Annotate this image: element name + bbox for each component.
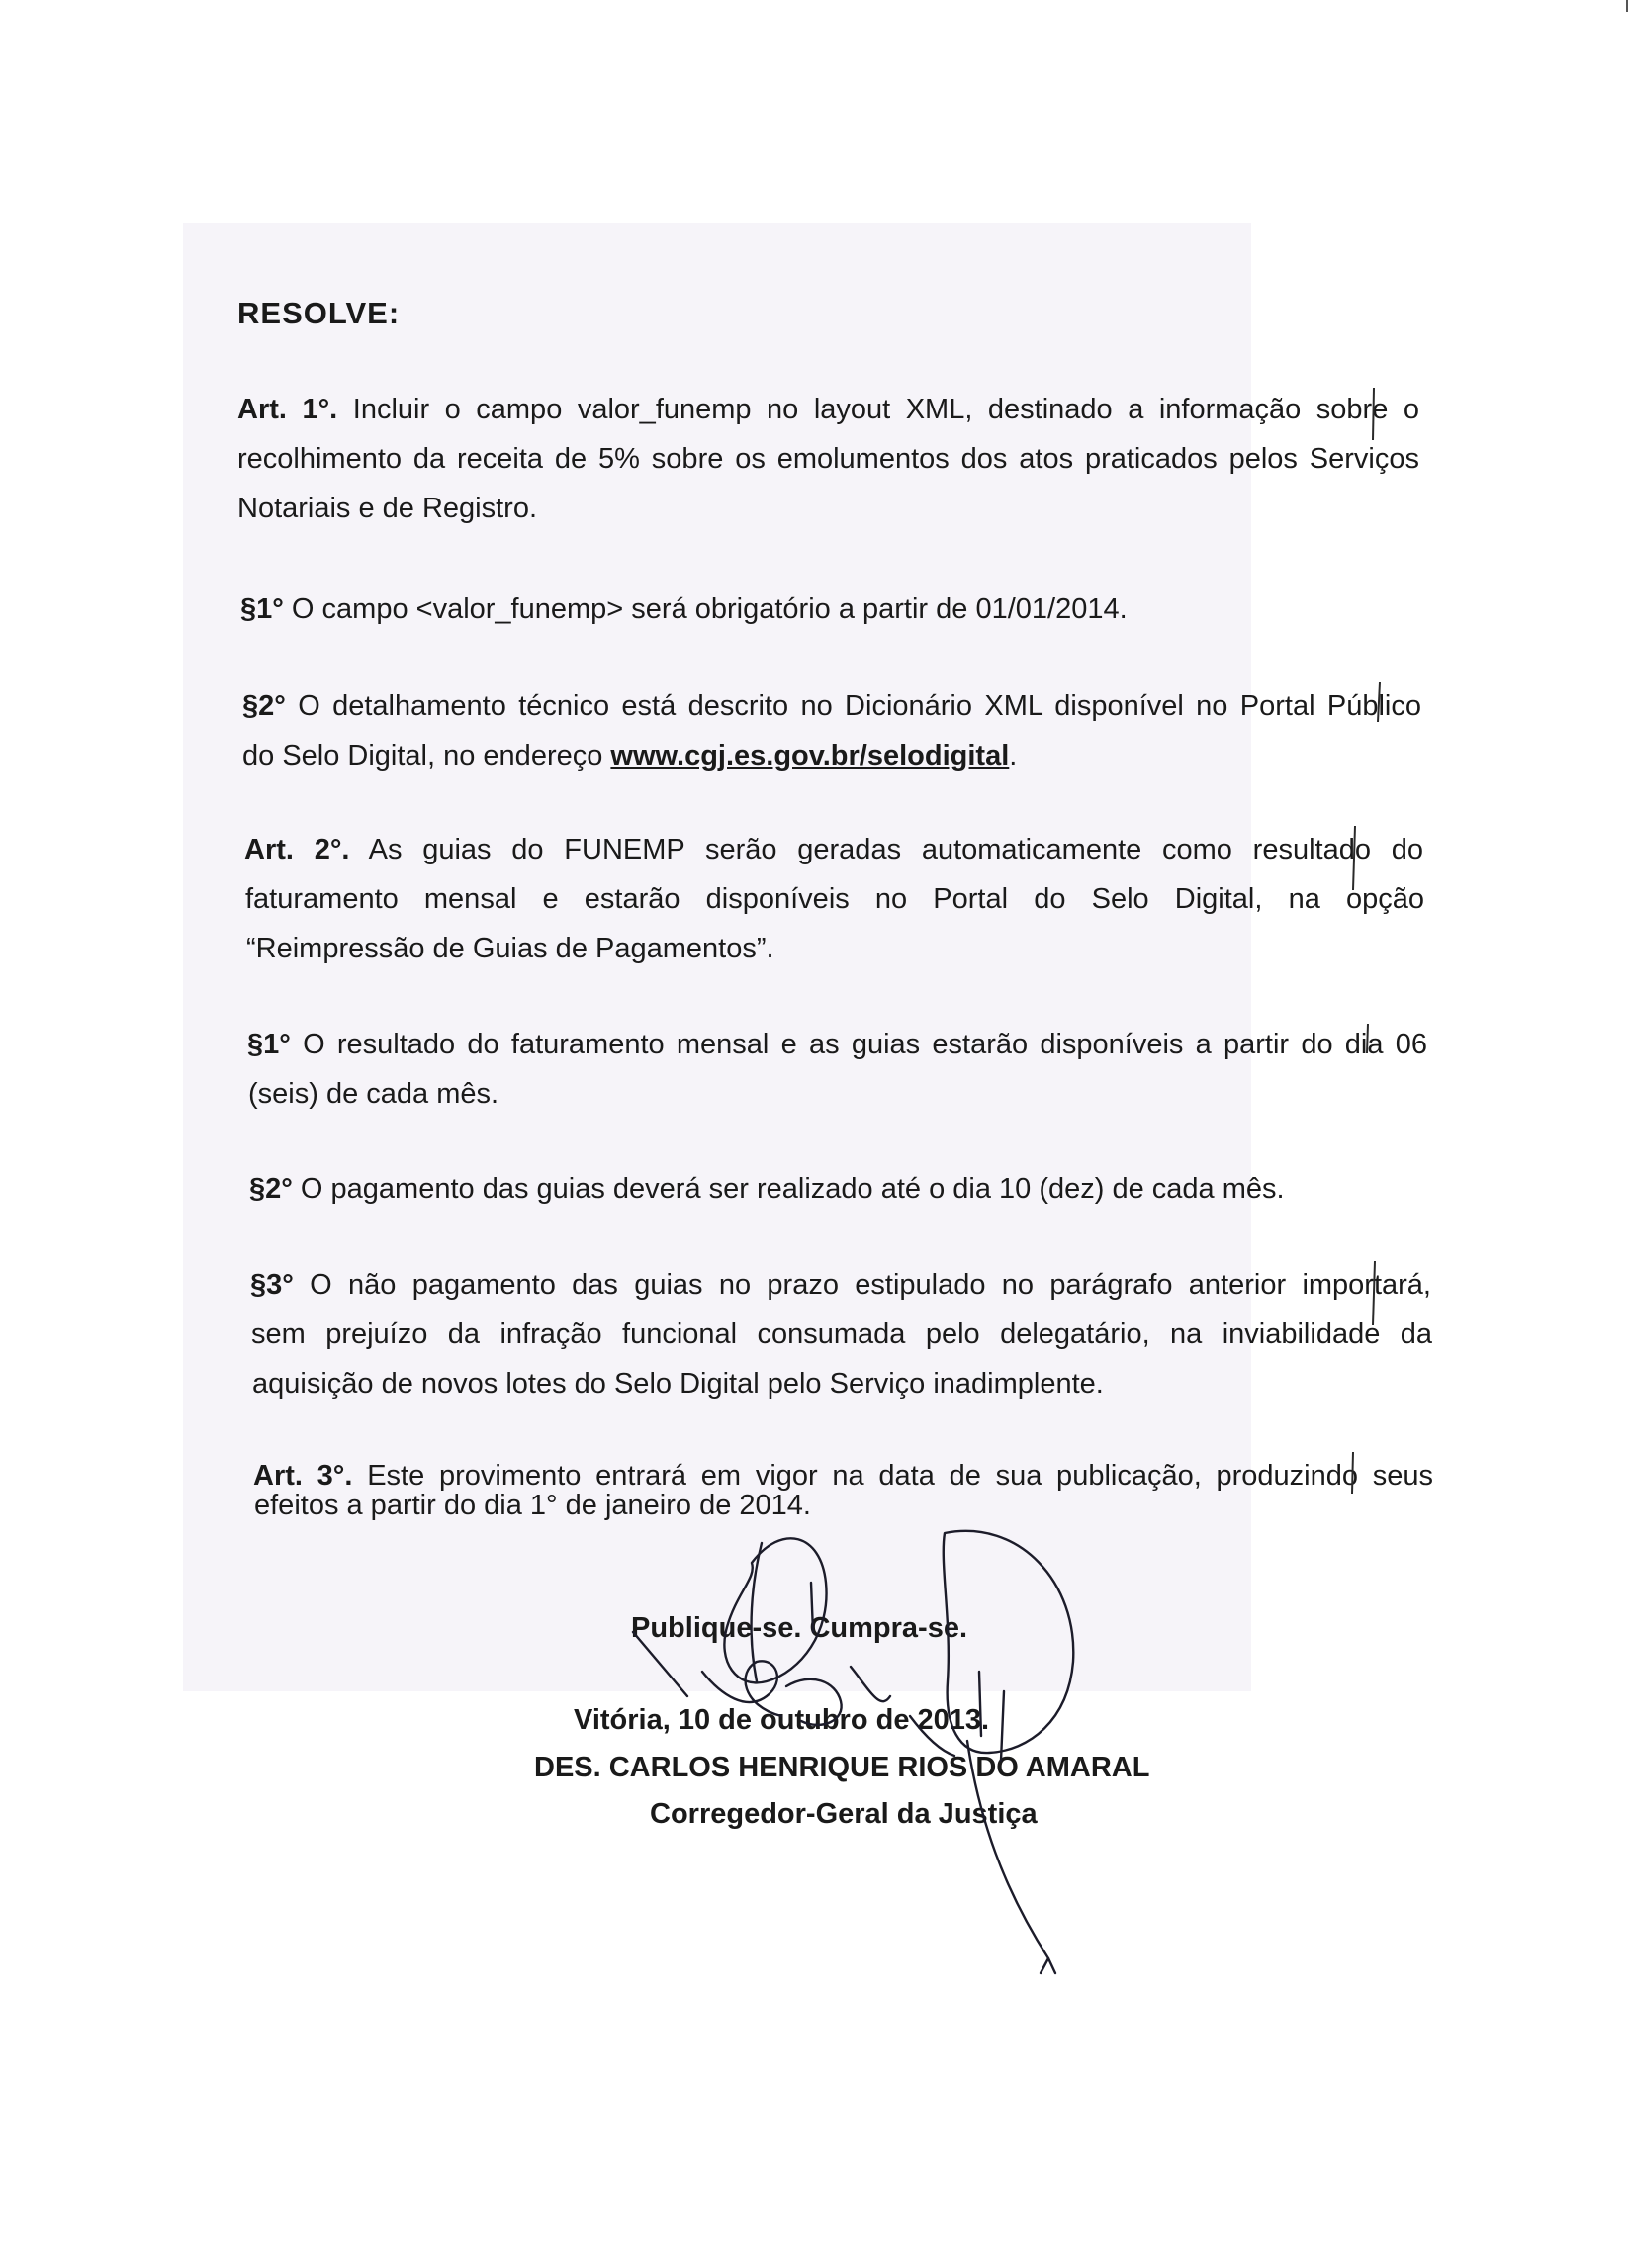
art1-p2-line1: O detalhamento técnico está descrito no Dicionário XML disponível no Portal Público — [298, 690, 1421, 722]
place-date: Vitória, 10 de outubro de 2013. — [574, 1704, 990, 1736]
art1-label: Art. 1°. — [237, 394, 338, 425]
signatory-name: DES. CARLOS HENRIQUE RIOS DO AMARAL — [534, 1752, 1150, 1783]
art1-line1 — [237, 386, 1419, 434]
art1-paragraph-2-line2 — [242, 732, 1017, 780]
art3-line2: efeitos a partir do dia 1° de janeiro de 2014. — [254, 1490, 811, 1521]
art3-line1-text: Este provimento entrará em vigor na data de sua publicação, produzindo seus — [367, 1460, 1433, 1492]
art2-p3-line1: O não pagamento das guias no prazo estipulado no parágrafo anterior importará, — [310, 1269, 1431, 1301]
art1-p1-text: O campo <valor_funemp> será obrigatório a partir de 01/01/2014. — [291, 593, 1128, 625]
art2-p2-text: O pagamento das guias deverá ser realizado até o dia 10 (dez) de cada mês. — [300, 1173, 1285, 1205]
art2-line2: faturamento mensal e estarão disponíveis no Portal do Selo Digital, na opção — [245, 883, 1424, 915]
art2-paragraph-1-line1 — [247, 1021, 1427, 1069]
art2-label: Art. 2°. — [244, 834, 350, 865]
art1-p2-line2-suffix: . — [1009, 740, 1018, 771]
art1-line3: Notariais e de Registro. — [237, 493, 538, 524]
art2-p1-line1: O resultado do faturamento mensal e as guias estarão disponíveis a partir do dia 06 — [303, 1029, 1427, 1060]
art2-p3-label: §3° — [250, 1269, 294, 1301]
art2-p2-label: §2° — [249, 1173, 293, 1205]
art2-line1 — [244, 826, 1423, 874]
art2-line3: “Reimpressão de Guias de Pagamentos”. — [246, 933, 774, 964]
art2-paragraph-3-line2: sem prejuízo da infração funcional consumada pelo delegatário, na inviabilidade da — [251, 1318, 1432, 1350]
art1-paragraph-1 — [240, 586, 1128, 634]
art3-label: Art. 3°. — [253, 1460, 353, 1492]
art1-paragraph-2-line1 — [242, 682, 1421, 731]
art1-p2-label: §2° — [242, 690, 286, 722]
art1-p2-line2-prefix: do Selo Digital, no endereço — [242, 740, 603, 771]
art2-paragraph-3-line3: aquisição de novos lotes do Selo Digital pelo Serviço inadimplente. — [252, 1368, 1104, 1400]
selodigital-link[interactable]: www.cgj.es.gov.br/selodigital — [610, 740, 1010, 771]
art2-line1-text: As guias do FUNEMP serão geradas automaticamente como resultado do — [368, 834, 1423, 865]
art1-p1-label: §1° — [240, 593, 284, 625]
signatory-title: Corregedor-Geral da Justiça — [650, 1798, 1038, 1830]
publish-line: Publique-se. Cumpra-se. — [631, 1612, 968, 1644]
art2-paragraph-2 — [249, 1165, 1285, 1214]
art1-line1-text: Incluir o campo valor_funemp no layout XML, destinado a informação sobre o — [352, 394, 1419, 425]
art2-p1-label: §1° — [247, 1029, 291, 1060]
art2-paragraph-3-line1 — [250, 1261, 1431, 1310]
art1-line2: recolhimento da receita de 5% sobre os emolumentos dos atos praticados pelos Serviços — [237, 443, 1419, 475]
handwritten-signature — [554, 1523, 1108, 1998]
art2-paragraph-1-line2: (seis) de cada mês. — [248, 1078, 499, 1110]
resolve-heading: RESOLVE: — [237, 296, 401, 330]
